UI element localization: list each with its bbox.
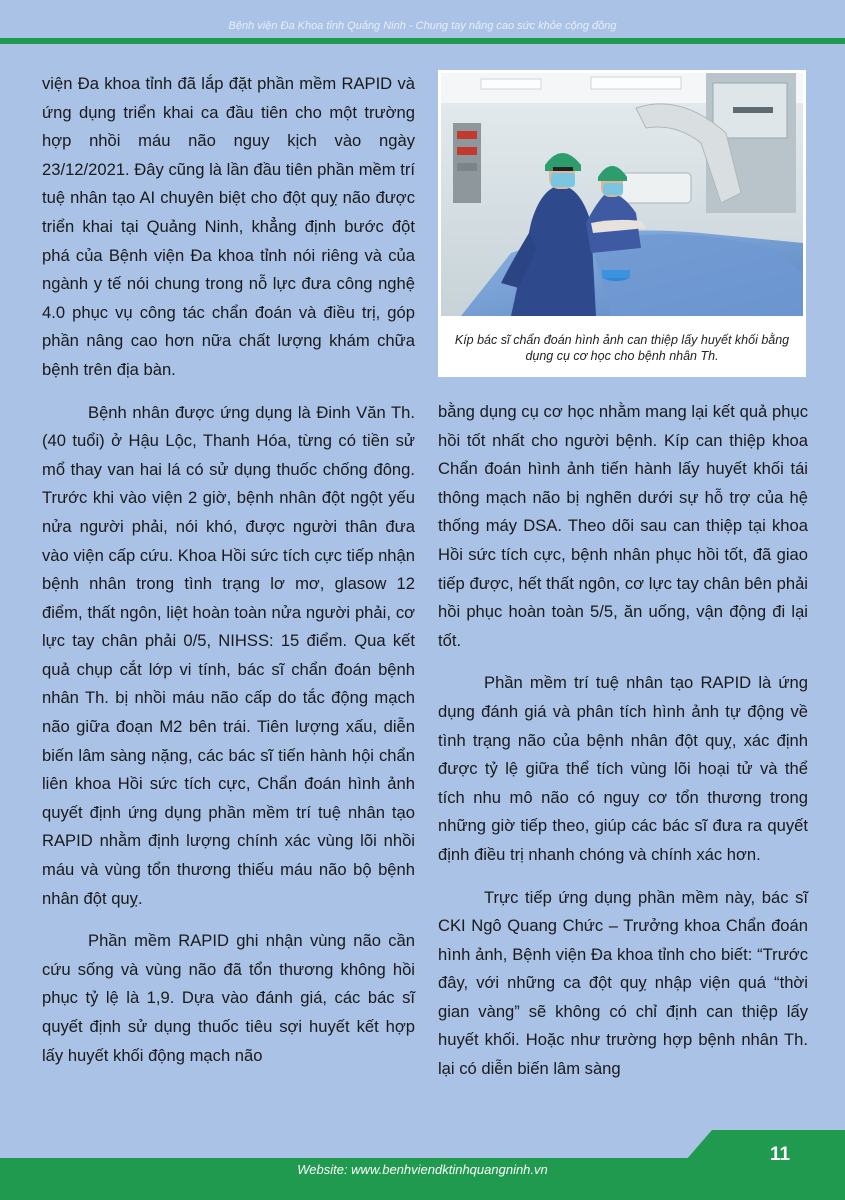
header-tagline: Bệnh viện Đa Khoa tỉnh Quảng Ninh - Chung tay nâng cao sức khỏe cộng đồng bbox=[228, 20, 617, 32]
header-green-bar bbox=[0, 38, 845, 44]
left-paragraph-1: viện Đa khoa tỉnh đã lắp đặt phần mềm RAPID và ứng dụng triển khai ca đầu tiên cho một trường hợp nhồi máu não nguy kịch vào ngày 23/12/2021. Đây cũng là lần đầu tiên phần mềm trí tuệ nhân tạo AI chuyên biệt cho đột quỵ não được triển khai tại Quảng Ninh, khẳng định bước đột phá của Bệnh viện Đa khoa tỉnh nói riêng và của ngành y tế nói chung trong nỗ lực đưa công nghệ 4.0 phục vụ công tác chẩn đoán và điều trị, góp phần nâng cao hơn nữa chất lượng khám chữa bệnh trên địa bàn. bbox=[42, 74, 415, 379]
operating-room-illustration bbox=[441, 73, 803, 316]
right-paragraph-3: Trực tiếp ứng dụng phần mềm này, bác sĩ CKI Ngô Quang Chức – Trưởng khoa Chẩn đoán hình ảnh, Bệnh viện Đa khoa tỉnh cho biết: “Trước đây, với những ca đột quỵ nhập viện quá “thời gian vàng” sẽ không có chỉ định can thiệp lấy huyết khối. Hoặc như trường hợp bệnh nhân Th. lại có diễn biến lâm sàng bbox=[438, 887, 808, 1079]
left-paragraph-3: Phần mềm RAPID ghi nhận vùng não cần cứu sống và vùng não đã tổn thương không hồi phục tỷ lệ là 1,9. Dựa vào đánh giá, các bác sĩ quyết định sử dụng thuốc tiêu sợi huyết kết hợp lấy huyết khối động mạch não bbox=[42, 931, 415, 1065]
procedure-photo bbox=[441, 73, 803, 316]
right-column bbox=[438, 398, 808, 1098]
left-paragraph-2: Bệnh nhân được ứng dụng là Đinh Văn Th. (40 tuổi) ở Hậu Lộc, Thanh Hóa, từng có tiền sử mổ thay van hai lá có sử dụng thuốc chống đông. Trước khi vào viện 2 giờ, bệnh nhân đột ngột yếu nửa người phải, nói khó, được người thân đưa vào viện cấp cứu. Khoa Hồi sức tích cực tiếp nhận bệnh nhân trong tình trạng lơ mơ, glasow 12 điểm, thất ngôn, liệt hoàn toàn nửa người phải, cơ lực tay chân phải 0/5, NIHSS: 15 điểm. Qua kết quả chụp cắt lớp vi tính, bác sĩ chẩn đoán bệnh nhân Th. bị nhồi máu não cấp do tắc động mạch não giữa đoạn M2 bên trái. Tiên lượng xấu, diễn biến lâm sàng nặng, các bác sĩ tiến hành hội chẩn liên khoa Hồi sức tích cực, Chẩn đoán hình ảnh quyết định ứng dụng phần mềm trí tuệ nhân tạo RAPID nhằm định lượng chính xác vùng lõi nhồi máu và vùng tổn thương thiếu máu não bộ bệnh nhân đột quỵ. bbox=[42, 402, 415, 908]
footer-website: Website: www.benhviendktinhquangninh.vn bbox=[297, 1162, 548, 1177]
figure bbox=[438, 70, 806, 377]
page-number: 11 bbox=[769, 1144, 791, 1165]
figure-caption: Kíp bác sĩ chẩn đoán hình ảnh can thiệp lấy huyết khối bằng dụng cụ cơ học cho bệnh nhân Th. bbox=[454, 333, 790, 363]
left-column bbox=[42, 70, 415, 1084]
right-paragraph-2: Phần mềm trí tuệ nhân tạo RAPID là ứng dụng đánh giá và phân tích hình ảnh tự động về tình trạng não của bệnh nhân đột quỵ, xác định được tỷ lệ giữa thể tích vùng lõi hoại tử và thể tích nhu mô não có nguy cơ tổn thương trong những giờ tiếp theo, giúp các bác sĩ đưa ra quyết định điều trị nhanh chóng và chính xác hơn. bbox=[438, 673, 808, 864]
right-paragraph-1: bằng dụng cụ cơ học nhằm mang lại kết quả phục hồi tốt nhất cho người bệnh. Kíp can thiệp khoa Chẩn đoán hình ảnh tiến hành lấy huyết khối tái thông mạch não bị nghẽn dưới sự hỗ trợ của hệ thống máy DSA. Theo dõi sau can thiệp tại khoa Hồi sức tích cực, bệnh nhân phục hồi tốt, đã giao tiếp được, hết thất ngôn, cơ lực tay chân bên phải hồi phục hoàn toàn 5/5, ăn uống, vận động đi lại tốt. bbox=[438, 402, 808, 650]
